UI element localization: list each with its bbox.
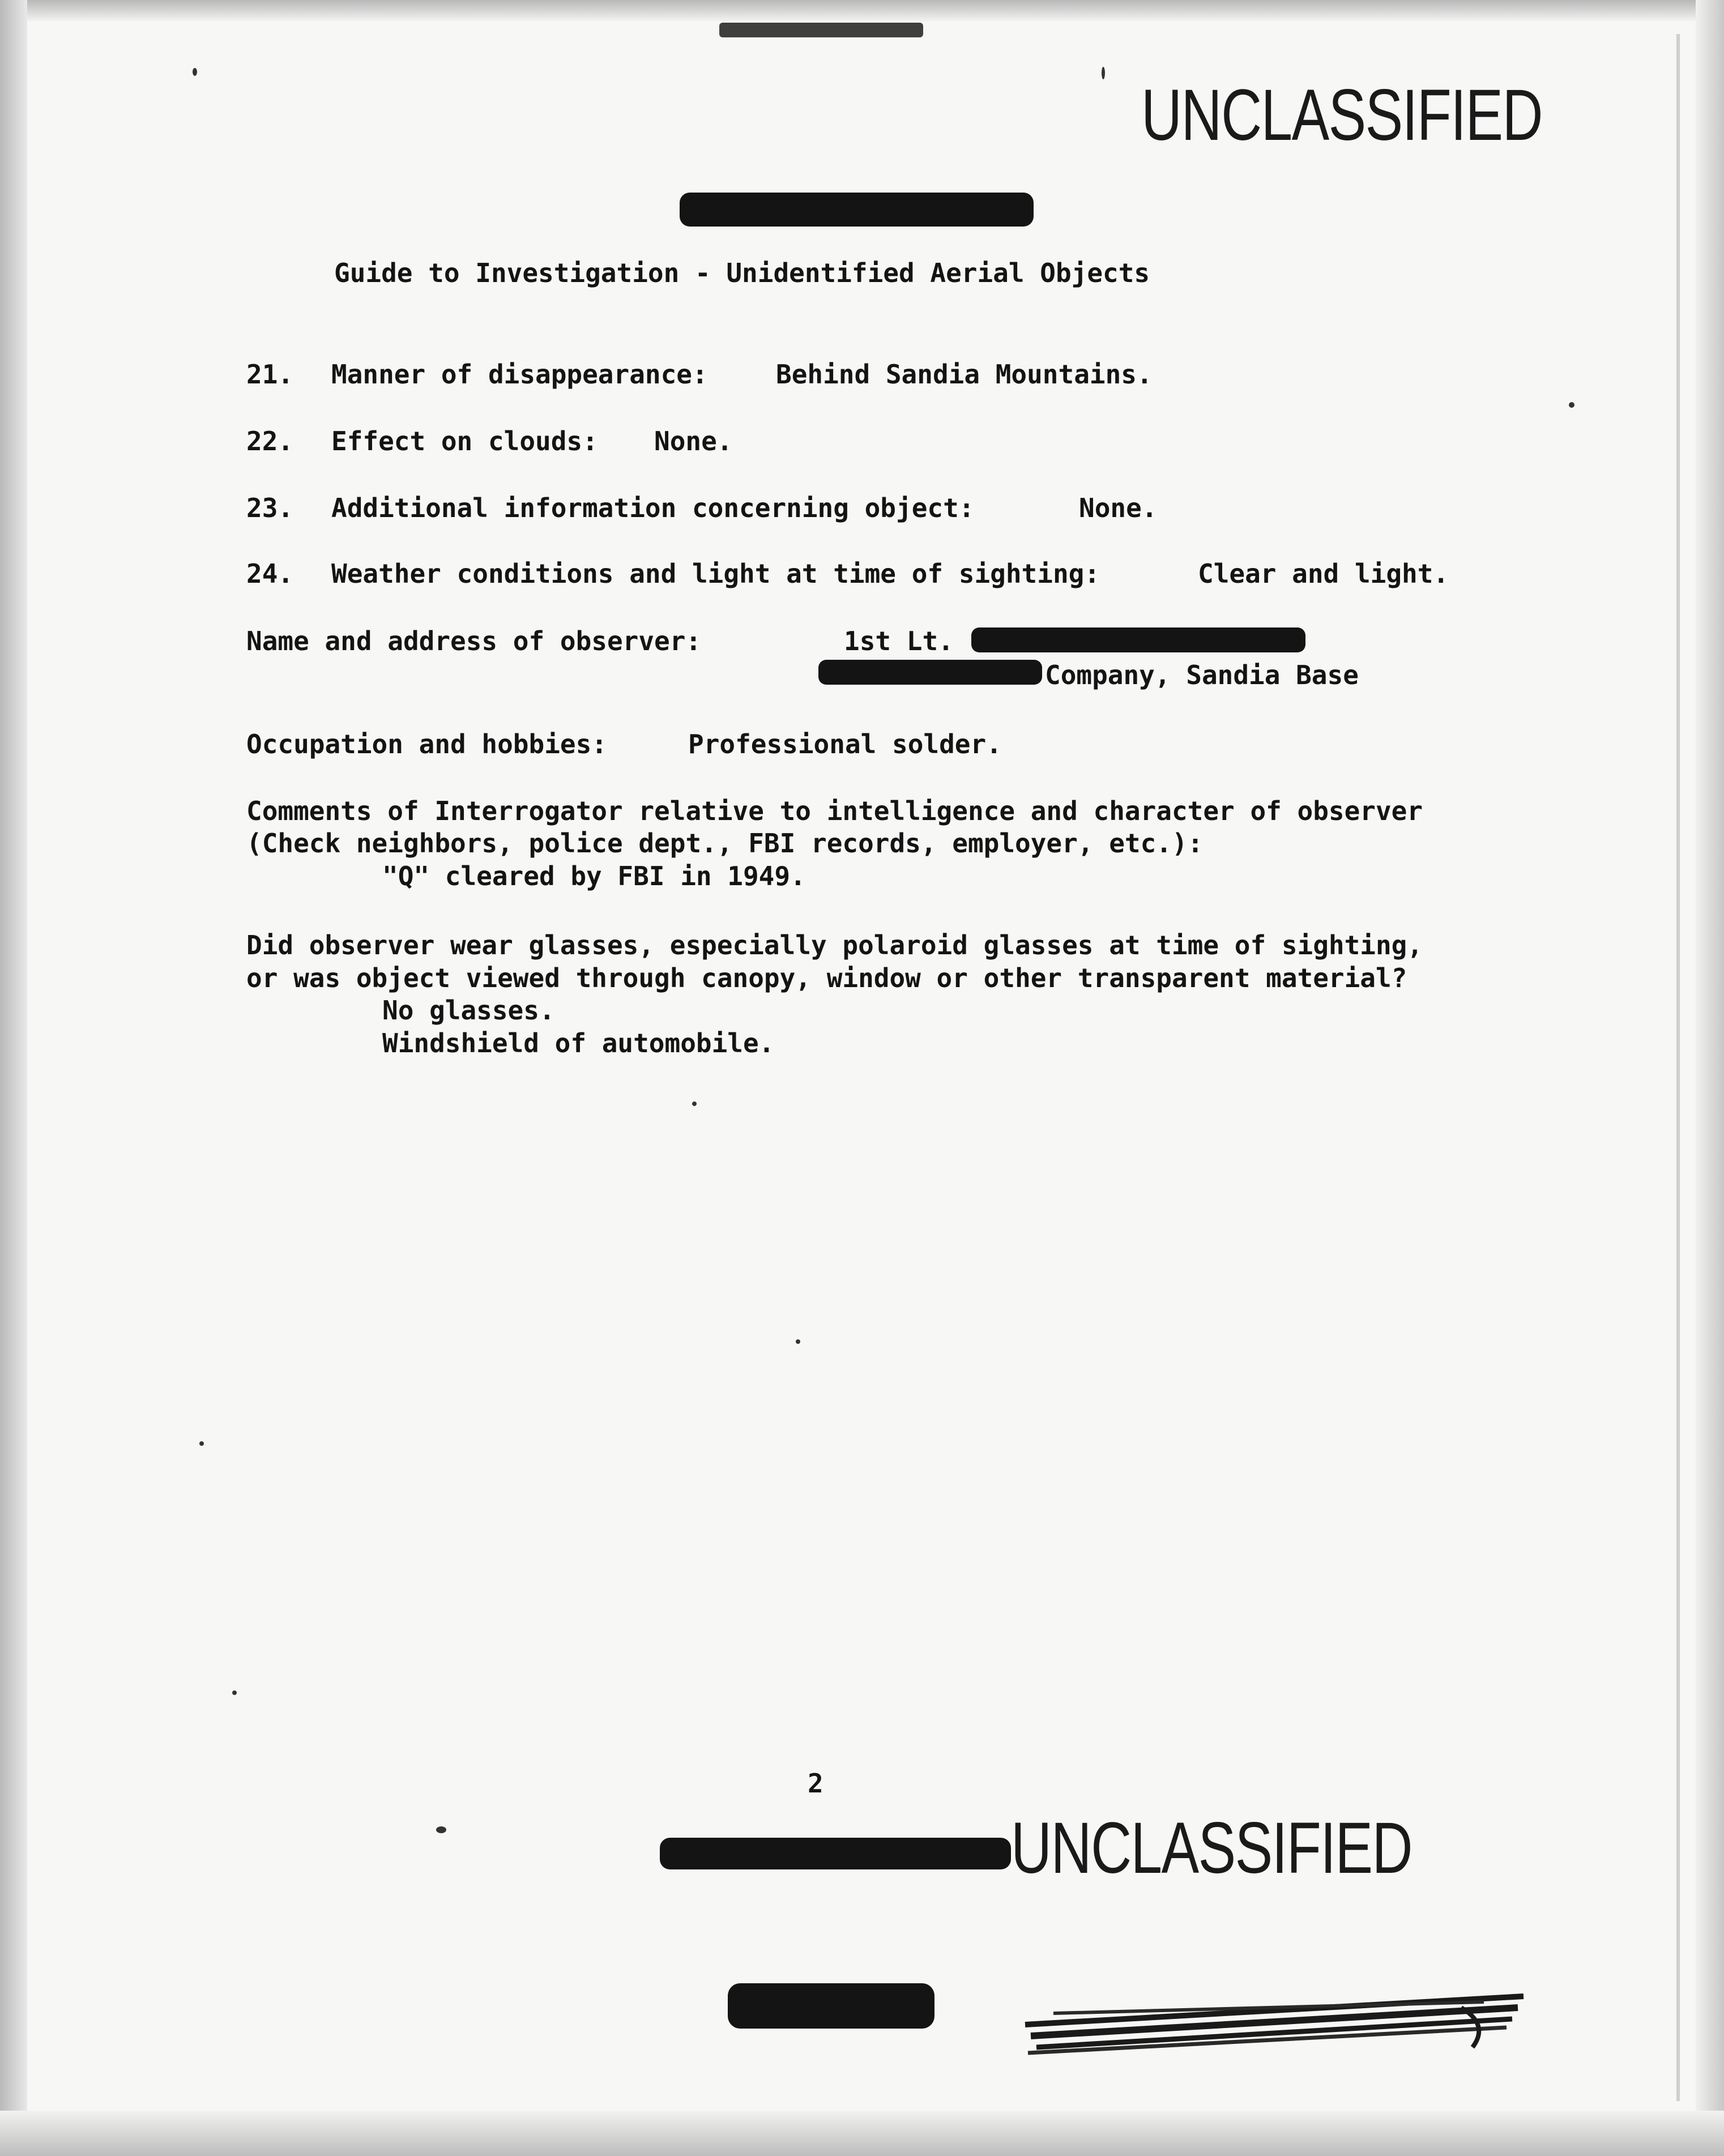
observer-address-suffix: Company, Sandia Base	[1045, 660, 1359, 690]
item-value: None.	[1079, 493, 1158, 523]
redaction-bar	[680, 193, 1034, 227]
comments-question-line2: (Check neighbors, police dept., FBI records, employer, etc.):	[246, 828, 1204, 859]
scan-speck	[232, 1690, 237, 1695]
scan-edge-bottom	[0, 2111, 1724, 2156]
item-label: Effect on clouds:	[331, 426, 598, 456]
item-number: 24.	[246, 558, 294, 589]
item-label: Manner of disappearance:	[331, 359, 708, 390]
glasses-question-line2: or was object viewed through canopy, window or other transparent material?	[246, 963, 1407, 993]
observer-name-prefix: 1st Lt.	[844, 626, 954, 656]
top-classification-remnant	[719, 23, 923, 37]
classification-stamp-bottom: UNCLASSIFIED	[1011, 1808, 1413, 1889]
item-number: 23.	[246, 493, 294, 523]
scan-speck	[199, 1441, 204, 1446]
item-number: 22.	[246, 426, 294, 456]
item-value: Clear and light.	[1198, 558, 1449, 589]
scan-speck	[1102, 67, 1105, 79]
scan-speck	[692, 1102, 697, 1106]
document-title: Guide to Investigation - Unidentified Aerial Objects	[334, 258, 1150, 288]
item-label: Weather conditions and light at time of sighting:	[331, 558, 1100, 589]
item-value: Behind Sandia Mountains.	[776, 359, 1153, 390]
redaction-bar	[971, 627, 1305, 652]
item-label: Additional information concerning object:	[331, 493, 975, 523]
scan-edge-left	[0, 0, 27, 2156]
scan-edge-right	[1696, 0, 1724, 2156]
scan-speck	[796, 1339, 800, 1344]
redaction-bar	[660, 1838, 1011, 1869]
classification-stamp-top: UNCLASSIFIED	[1141, 75, 1543, 156]
occupation-value: Professional solder.	[688, 729, 1002, 759]
comments-question-line1: Comments of Interrogator relative to intelligence and character of observer	[246, 796, 1423, 826]
scan-edge-top	[0, 0, 1724, 22]
glasses-answer-line1: No glasses.	[382, 995, 555, 1026]
scan-speck	[1569, 402, 1574, 408]
redaction-bar	[818, 660, 1042, 685]
page-number: 2	[808, 1768, 823, 1799]
item-value: None.	[654, 426, 733, 456]
redaction-bar	[728, 1983, 934, 2029]
observer-label: Name and address of observer:	[246, 626, 702, 656]
occupation-label: Occupation and hobbies:	[246, 729, 607, 759]
scan-speck	[193, 68, 197, 76]
glasses-answer-line2: Windshield of automobile.	[382, 1028, 775, 1058]
comments-answer: "Q" cleared by FBI in 1949.	[382, 861, 806, 891]
scan-fold-line	[1676, 34, 1680, 2101]
scan-speck	[436, 1826, 446, 1833]
glasses-question-line1: Did observer wear glasses, especially polaroid glasses at time of sighting,	[246, 930, 1423, 960]
item-number: 21.	[246, 359, 294, 390]
strike-through-scribble	[1019, 1985, 1529, 2064]
